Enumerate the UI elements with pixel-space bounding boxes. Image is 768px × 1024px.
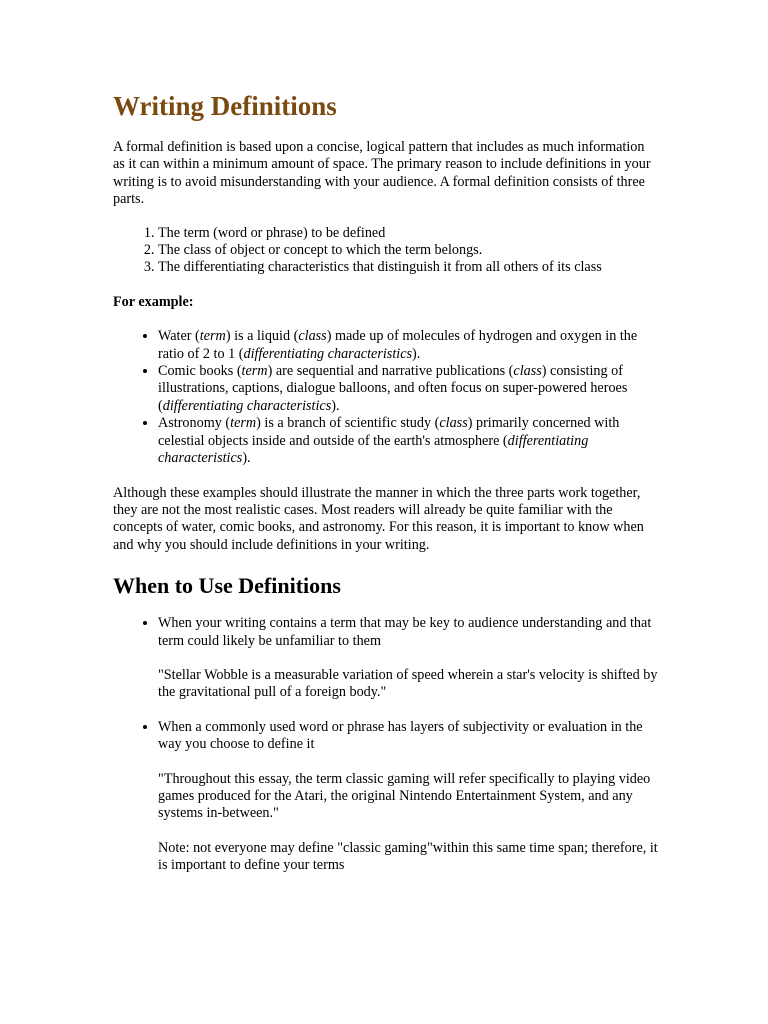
use-text: • When your writing contains a term that may be key to audience understanding and that term could likely be unfamiliar to them bbox=[158, 615, 652, 649]
term-label: term bbox=[230, 415, 257, 432]
example-text: Water ( bbox=[158, 328, 200, 345]
use-item-unfamiliar-term bbox=[158, 615, 658, 702]
example-text: ) are sequential and narrative publications ( bbox=[267, 363, 514, 380]
use-quote: "Throughout this essay, the term classic gaming will refer specifically to playing video games produced for the Atari, the original Nintendo Entertainment System, and any systems in-between." bbox=[158, 770, 651, 822]
uses-list bbox=[113, 615, 658, 874]
example-item-astronomy bbox=[158, 415, 658, 467]
example-label: For example: bbox=[113, 293, 194, 310]
example-text: Astronomy ( bbox=[158, 415, 231, 432]
differentiating-label: differentiating characteristics bbox=[162, 397, 332, 414]
definition-part-item: 3. The differentiating characteristics that distinguish it from all others of its class bbox=[158, 259, 658, 276]
example-text: ) is a liquid ( bbox=[225, 328, 299, 345]
use-item-subjective-term bbox=[158, 719, 658, 875]
example-text: ) made up of molecules of hydrogen and oxygen in the ratio of 2 to 1 ( bbox=[158, 328, 638, 362]
term-label: term bbox=[241, 363, 268, 380]
example-text: ). bbox=[331, 397, 340, 414]
definition-part-item: 1. The term (word or phrase) to be defined bbox=[158, 225, 658, 242]
class-label: class bbox=[298, 328, 327, 345]
example-text: ). bbox=[412, 345, 421, 362]
use-text: • When a commonly used word or phrase has layers of subjectivity or evaluation in the way you choose to define it bbox=[158, 718, 643, 753]
example-text: ). bbox=[242, 450, 251, 467]
example-item-water bbox=[158, 328, 658, 363]
page-title: Writing Definitions bbox=[113, 91, 337, 121]
definition-parts-list bbox=[113, 225, 658, 277]
differentiating-label: differentiating characteristics bbox=[243, 345, 413, 362]
examples-list bbox=[113, 328, 658, 467]
example-text: Comic books ( bbox=[158, 363, 242, 380]
example-text: ) consisting of illustrations, captions, dialogue balloons, and often focus on super-powered heroes ( bbox=[158, 363, 628, 414]
document-page bbox=[113, 88, 658, 875]
class-label: class bbox=[439, 415, 468, 432]
definition-part-item: 2. The class of object or concept to which the term belongs. bbox=[158, 242, 658, 259]
differentiating-label: differentiating characteristics bbox=[158, 432, 589, 467]
example-item-comic-books bbox=[158, 363, 658, 415]
term-label: term bbox=[199, 328, 226, 345]
section-heading: When to Use Definitions bbox=[113, 573, 341, 599]
closing-paragraph: Although these examples should illustrate the manner in which the three parts work together, they are not the most realistic cases. Most readers will already be quite familiar with the concepts of water, comic books, and astronomy. For this reason, it is important to know when and why you should include definitions in your writing. bbox=[113, 484, 644, 553]
intro-paragraph: A formal definition is based upon a concise, logical pattern that includes as much information as it can within a minimum amount of space. The primary reason to include definitions in your writing is to avoid misunderstanding with your audience. A formal definition consists of three parts. bbox=[113, 139, 651, 208]
example-text: ) is a branch of scientific study ( bbox=[256, 415, 440, 432]
class-label: class bbox=[513, 363, 542, 380]
example-text: ) primarily concerned with celestial objects inside and outside of the earth's atmosphere ( bbox=[158, 415, 620, 449]
use-note: Note: not everyone may define "classic gaming"within this same time span; therefore, it is important to define your terms bbox=[158, 839, 658, 874]
use-quote: "Stellar Wobble is a measurable variation of speed wherein a star's velocity is shifted by the gravitational pull of a foreign body." bbox=[158, 666, 658, 701]
